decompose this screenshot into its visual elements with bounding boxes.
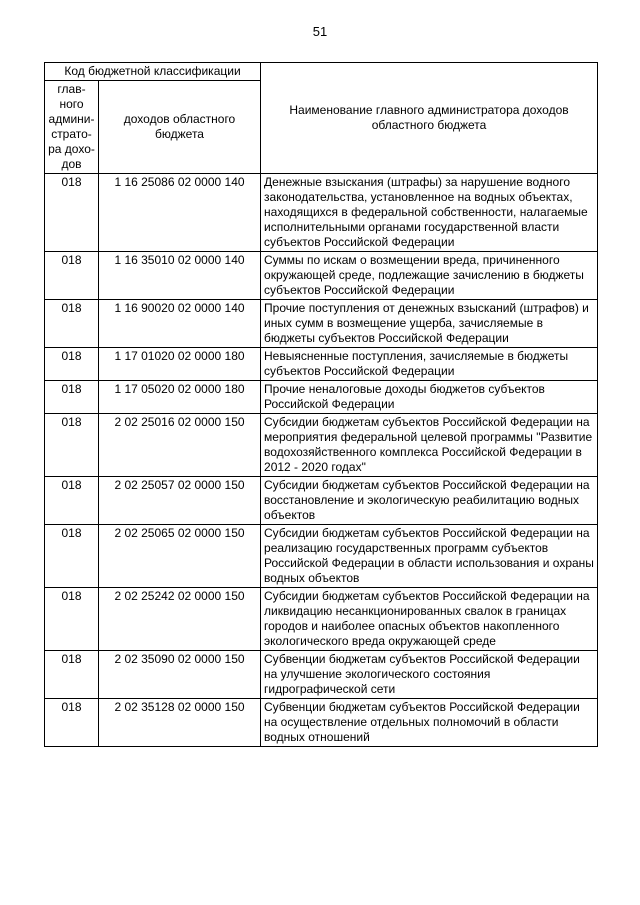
income-name-cell: Субсидии бюджетам субъектов Российской Федерации на мероприятия федеральной целевой программы "Развитие водохозяйственного комплекса Российской Федерации в 2012 - 2020 годах" bbox=[261, 414, 598, 477]
header-admin-line: админи- bbox=[48, 112, 95, 126]
header-income-column: доходов областного бюджета bbox=[99, 81, 261, 174]
table-row bbox=[45, 300, 598, 348]
header-name-column: Наименование главного администратора доходов областного бюджета bbox=[261, 63, 598, 174]
admin-code-cell: 018 bbox=[45, 525, 99, 588]
page-number: 51 bbox=[312, 24, 328, 39]
income-code-cell: 2 02 25057 02 0000 150 bbox=[99, 477, 261, 525]
income-name-cell: Прочие поступления от денежных взысканий (штрафов) и иных сумм в возмещение ущерба, зачисляемые в бюджеты субъектов Российской Федерации bbox=[261, 300, 598, 348]
income-name-cell: Субсидии бюджетам субъектов Российской Федерации на восстановление и экологическую реабилитацию водных объектов bbox=[261, 477, 598, 525]
table-row bbox=[45, 174, 598, 252]
income-name-cell: Прочие неналоговые доходы бюджетов субъектов Российской Федерации bbox=[261, 381, 598, 414]
header-group-title: Код бюджетной классификации bbox=[45, 63, 261, 81]
income-name-cell: Невыясненные поступления, зачисляемые в бюджеты субъектов Российской Федерации bbox=[261, 348, 598, 381]
table-row bbox=[45, 525, 598, 588]
table-row bbox=[45, 477, 598, 525]
header-admin-line: ра дохо- bbox=[48, 142, 95, 156]
income-code-cell: 1 17 01020 02 0000 180 bbox=[99, 348, 261, 381]
table-row bbox=[45, 381, 598, 414]
table-row bbox=[45, 252, 598, 300]
admin-code-cell: 018 bbox=[45, 651, 99, 699]
header-admin-line: ного bbox=[59, 97, 84, 111]
admin-code-cell: 018 bbox=[45, 252, 99, 300]
income-code-cell: 1 16 90020 02 0000 140 bbox=[99, 300, 261, 348]
header-admin-line: дов bbox=[61, 157, 82, 171]
admin-code-cell: 018 bbox=[45, 300, 99, 348]
income-name-cell: Денежные взыскания (штрафы) за нарушение водного законодательства, установленное на водных объектах, находящихся в федеральной собственности, налагаемые исполнительными органами государственной власти субъектов Российской Федерации bbox=[261, 174, 598, 252]
income-code-cell: 1 16 25086 02 0000 140 bbox=[99, 174, 261, 252]
income-code-cell: 2 02 25065 02 0000 150 bbox=[99, 525, 261, 588]
income-code-cell: 1 17 05020 02 0000 180 bbox=[99, 381, 261, 414]
income-code-cell: 2 02 35090 02 0000 150 bbox=[99, 651, 261, 699]
table-row bbox=[45, 414, 598, 477]
income-name-cell: Субвенции бюджетам субъектов Российской Федерации на улучшение экологического состояния гидрографической сети bbox=[261, 651, 598, 699]
table-row bbox=[45, 348, 598, 381]
admin-code-cell: 018 bbox=[45, 348, 99, 381]
header-admin-line: глав- bbox=[57, 82, 86, 96]
table-body bbox=[45, 174, 598, 747]
income-code-cell: 1 16 35010 02 0000 140 bbox=[99, 252, 261, 300]
table-row bbox=[45, 588, 598, 651]
income-name-cell: Субсидии бюджетам субъектов Российской Федерации на ликвидацию несанкционированных свалок в границах городов и наиболее опасных объектов накопленного экологического вреда окружающей среде bbox=[261, 588, 598, 651]
admin-code-cell: 018 bbox=[45, 174, 99, 252]
admin-code-cell: 018 bbox=[45, 381, 99, 414]
income-name-cell: Суммы по искам о возмещении вреда, причиненного окружающей среде, подлежащие зачислению в бюджеты субъектов Российской Федерации bbox=[261, 252, 598, 300]
income-code-cell: 2 02 25016 02 0000 150 bbox=[99, 414, 261, 477]
income-code-cell: 2 02 35128 02 0000 150 bbox=[99, 699, 261, 747]
header-admin-line: страто- bbox=[51, 127, 92, 141]
header-admin-column bbox=[45, 81, 99, 174]
income-code-cell: 2 02 25242 02 0000 150 bbox=[99, 588, 261, 651]
admin-code-cell: 018 bbox=[45, 477, 99, 525]
income-name-cell: Субсидии бюджетам субъектов Российской Федерации на реализацию государственных программ субъектов Российской Федерации в области использования и охраны водных объектов bbox=[261, 525, 598, 588]
admin-code-cell: 018 bbox=[45, 699, 99, 747]
admin-code-cell: 018 bbox=[45, 588, 99, 651]
table-row bbox=[45, 699, 598, 747]
budget-classification-table bbox=[44, 62, 598, 747]
table-row bbox=[45, 651, 598, 699]
admin-code-cell: 018 bbox=[45, 414, 99, 477]
income-name-cell: Субвенции бюджетам субъектов Российской Федерации на осуществление отдельных полномочий в области водных отношений bbox=[261, 699, 598, 747]
